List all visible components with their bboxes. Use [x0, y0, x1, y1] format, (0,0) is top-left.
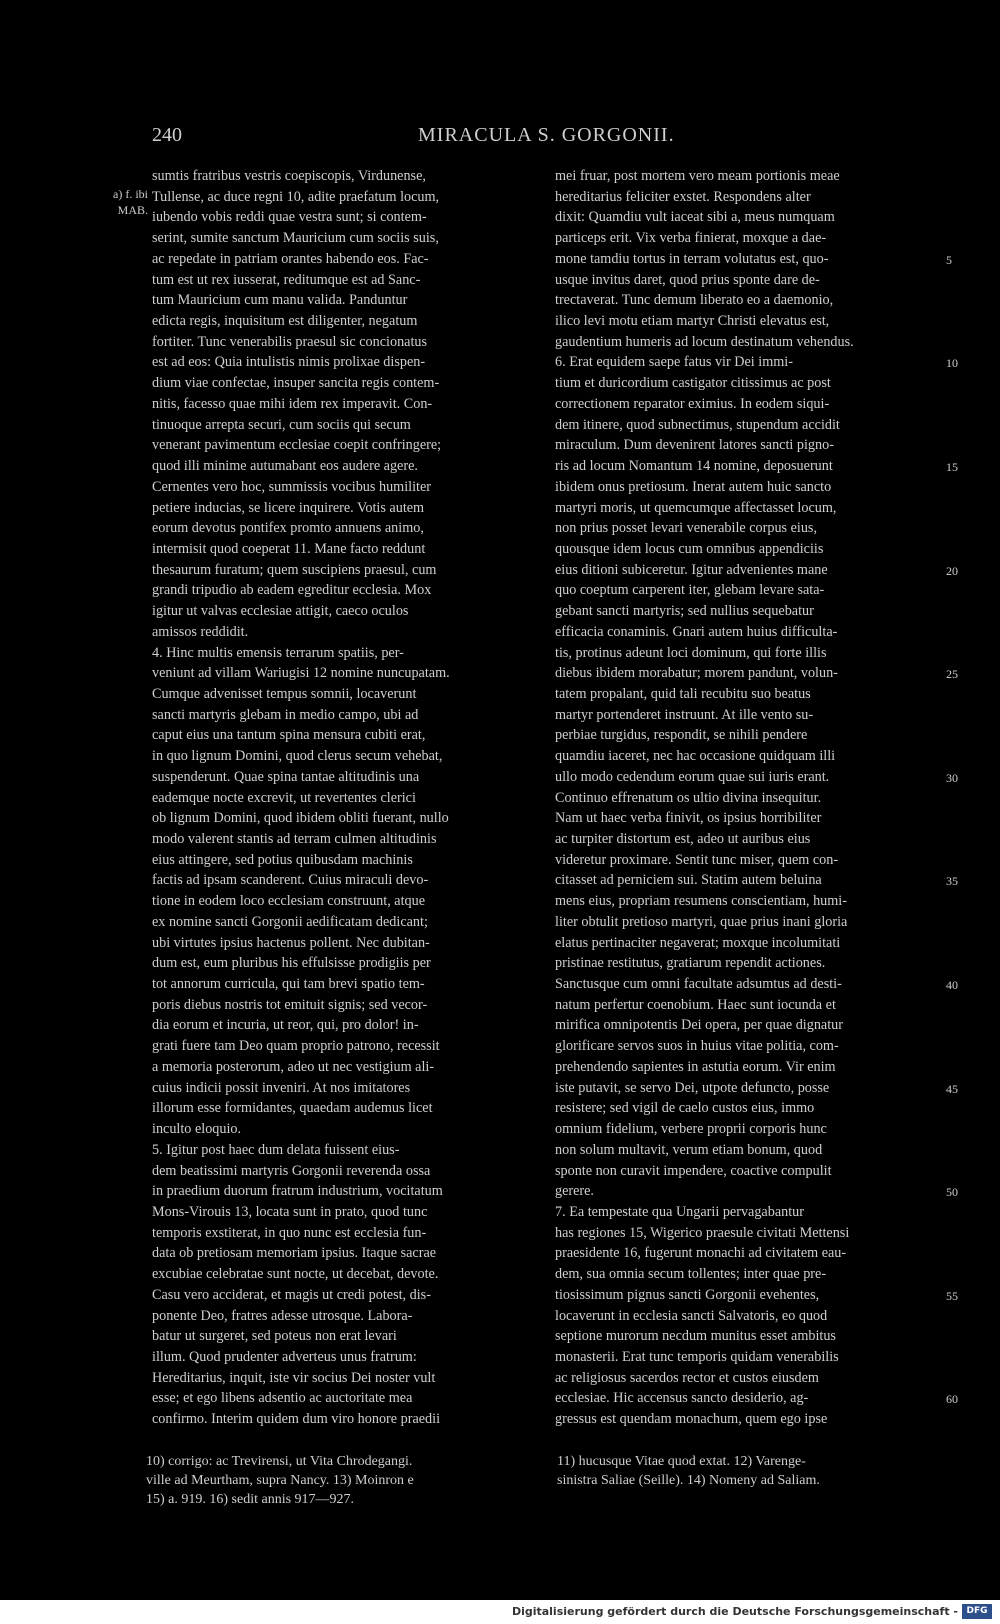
- footnote-line: sinistra Saliae (Seille). 14) Nomeny ad Saliam.: [557, 1473, 820, 1488]
- text-line: caput eius una tantum spina mensura cubiti erat,: [152, 727, 426, 744]
- text-line: thesaurum furatum; quem suscipiens praesul, cum: [152, 561, 437, 578]
- text-line: intermisit quod coeperat 11. Mane facto reddunt: [152, 540, 426, 557]
- text-line: quo coeptum carperent iter, glebam levare sata-: [555, 582, 825, 599]
- text-line: gaudentium humeris ad locum destinatum vehendus.: [555, 333, 854, 350]
- text-line: petiere inducias, se licere inquirere. Votis autem: [152, 499, 425, 516]
- text-line: iste putavit, se servo Dei, utpote defuncto, posse: [555, 1079, 830, 1096]
- text-line: sancti martyris glebam in medio campo, ubi ad: [152, 706, 419, 723]
- text-line: in praedium duorum fratrum industrium, vocitatum: [152, 1183, 443, 1200]
- text-line: ris ad locum Nomantum 14 nomine, deposuerunt: [555, 458, 833, 475]
- text-line: cuius indicii possit inveniri. At nos imitatores: [152, 1079, 411, 1096]
- text-line: citasset ad perniciem sui. Statim autem beluina: [555, 872, 822, 889]
- text-line: gerere.: [555, 1183, 594, 1200]
- funding-notice: Digitalisierung gefördert durch die Deutsche Forschungsgemeinschaft -: [511, 1605, 958, 1618]
- line-number: 25: [946, 667, 958, 682]
- text-line: tis, protinus adeunt loci dominum, qui forte illis: [555, 644, 827, 661]
- text-line: quod illi minime autumabant eos audere agere.: [152, 458, 418, 475]
- text-line: dem beatissimi martyris Gorgonii reverenda ossa: [152, 1162, 431, 1179]
- running-title: MIRACULA S. GORGONII.: [418, 124, 675, 146]
- line-number: 35: [946, 874, 958, 889]
- text-line: 7. Ea tempestate qua Ungarii pervagabantur: [555, 1203, 804, 1220]
- text-line: gressus est quendam monachum, quem ego ipse: [555, 1411, 828, 1428]
- text-line: factis ad ipsam scanderent. Cuius miraculi devo-: [152, 872, 429, 889]
- text-line: martyri moris, ut quemcumque affectasset locum,: [555, 499, 837, 516]
- text-line: quamdiu iaceret, nec hac occasione quidquam illi: [555, 748, 836, 765]
- text-line: mei fruar, post mortem vero meam portionis meae: [555, 168, 840, 184]
- text-line: diebus ibidem morabatur; morem pandunt, volun-: [555, 665, 838, 682]
- text-line: correctionem reparator eximius. In eodem siqui-: [555, 395, 830, 412]
- page-number: 240: [152, 124, 182, 146]
- text-line: non prius posset levari venerabile corpus eius,: [555, 520, 818, 537]
- text-line: eius attingere, sed potius quibusdam machinis: [152, 851, 413, 868]
- text-line: glorificare servos suos in huius vitae politia, com-: [555, 1038, 839, 1055]
- left-text-column: [152, 166, 536, 1430]
- footnotes-left: [146, 1452, 546, 1509]
- footnote-line: 11) hucusque Vitae quod extat. 12) Varenge-: [557, 1454, 806, 1469]
- text-line: sponte non curavit impendere, coactive compulit: [555, 1162, 832, 1179]
- text-line: ponente Deo, fratres adesse utrosque. Labora-: [152, 1307, 413, 1324]
- text-line: ex nomine sancti Gorgonii aedificatam dedicant;: [152, 913, 428, 930]
- margin-note: a) f. ibi MAB.: [113, 187, 148, 217]
- text-line: dixit: Quamdiu vult iaceat sibi a, meus numquam: [555, 209, 835, 226]
- text-line: tum est ut rex iusserat, reditumque est ad Sanc-: [152, 271, 421, 288]
- text-line: eorum devotus pontifex promto annuens animo,: [152, 520, 424, 537]
- text-line: 6. Erat equidem saepe fatus vir Dei immi-: [555, 354, 793, 371]
- text-line: data ob pretiosam memoriam ipsius. Itaque sacrae: [152, 1245, 437, 1262]
- text-line: suspenderunt. Quae spina tantae altitudinis una: [152, 768, 420, 785]
- text-line: temporis exstiterat, in quo nunc est ecclesia fun-: [152, 1224, 427, 1241]
- text-line: monasterii. Erat tunc temporis quidam venerabilis: [555, 1348, 839, 1365]
- text-line: ubi virtutes ipsius hactenus pollent. Nec dubitan-: [152, 934, 430, 951]
- text-line: Nam ut haec verba finivit, os ipsius horribiliter: [555, 810, 822, 827]
- text-line: quousque idem locus cum omnibus appendiciis: [555, 540, 824, 557]
- text-line: Mons-Virouis 13, locata sunt in prato, quod tunc: [152, 1203, 428, 1220]
- text-line: dem, sua omnia secum tollentes; inter quae pre-: [555, 1266, 827, 1283]
- text-line: dum est, eum pluribus his effulsisse prodigiis per: [152, 955, 431, 972]
- line-number: 50: [946, 1185, 958, 1200]
- text-line: serint, sumite sanctum Mauricium cum sociis suis,: [152, 230, 439, 247]
- text-line: illorum esse formidantes, quaedam audemus licet: [152, 1100, 433, 1117]
- text-line: poris diebus nostris tot emituit signis; sed vecor-: [152, 996, 428, 1013]
- text-line: ibidem onus pretiosum. Inerat autem huic sancto: [555, 478, 832, 495]
- text-line: igitur ut valvas ecclesiae attigit, caeco oculos: [152, 603, 409, 620]
- text-line: in quo lignum Domini, quod clerus secum vehebat,: [152, 748, 443, 765]
- text-line: excubiae celebratae sunt nocte, ut decebat, devote.: [152, 1266, 439, 1283]
- text-line: ob lignum Domini, quod ibidem obliti fuerant, nullo: [152, 810, 449, 827]
- text-line: ullo modo cedendum eorum quae sui iuris erant.: [555, 768, 830, 785]
- text-line: inculto eloquio.: [152, 1121, 242, 1138]
- text-line: confirmo. Interim quidem dum viro honore praedii: [152, 1411, 441, 1428]
- text-line: est ad eos: Quia intulistis nimis prolixae dispen-: [152, 354, 426, 371]
- text-line: trectaverat. Tunc demum liberato eo a daemonio,: [555, 292, 834, 309]
- text-line: efficacia conaminis. Gnari autem huius difficulta-: [555, 623, 838, 640]
- text-line: amissos reddidit.: [152, 623, 249, 640]
- line-number: 40: [946, 978, 958, 993]
- text-line: esse; et ego libens adsentio ac auctoritate mea: [152, 1390, 413, 1407]
- text-line: tatem propalant, quid tali recubitu suo beatus: [555, 685, 811, 702]
- text-line: sumtis fratribus vestris coepiscopis, Virdunense,: [152, 168, 426, 184]
- text-line: locaverunt in ecclesia sancti Salvatoris, eo quod: [555, 1307, 828, 1324]
- text-line: dem itinere, quod subnectimus, stupendum accidit: [555, 416, 840, 433]
- footnote-line: ville ad Meurtham, supra Nancy. 13) Moinron e: [146, 1473, 414, 1488]
- text-line: ecclesiae. Hic accensus sancto desiderio, ag-: [555, 1390, 809, 1407]
- text-line: illum. Quod prudenter adverteus unus fratrum:: [152, 1348, 417, 1365]
- text-line: nitis, facesso quae mihi idem rex imperavit. Con-: [152, 395, 433, 412]
- text-line: mens eius, propriam resumens conscientiam, humi-: [555, 893, 847, 910]
- text-line: dia eorum et incuria, ut reor, qui, pro dolor! in-: [152, 1017, 419, 1034]
- line-number: 30: [946, 770, 958, 785]
- line-number: 20: [946, 563, 958, 578]
- text-line: Cernentes vero hoc, summissis vocibus humiliter: [152, 478, 431, 495]
- footnotes-right: [557, 1452, 942, 1490]
- text-line: modo valerent stantis ad terram culmen altitudinis: [152, 831, 437, 847]
- text-line: tinuoque arrepta securi, cum sociis qui secum: [152, 416, 411, 433]
- text-line: mone tamdiu tortus in terram volutatus est, quo-: [555, 250, 829, 267]
- text-line: prehendendo sapientes in astutia eorum. Vir enim: [555, 1058, 836, 1075]
- text-line: grandi tripudio ab eadem egreditur ecclesia. Mox: [152, 582, 432, 599]
- text-line: eademque nocte excrevit, ut revertentes clerici: [152, 789, 416, 806]
- text-line: has regiones 15, Wigerico praesule civitati Mettensi: [555, 1224, 850, 1241]
- text-line: videretur proximare. Sentit tunc miser, quem con-: [555, 851, 839, 868]
- text-line: tiosissimum pignus sancti Gorgonii evehentes,: [555, 1286, 820, 1303]
- text-line: Cumque advenisset tempus somnii, locaverunt: [152, 685, 417, 702]
- text-line: omnium fidelium, verbere proprii corporis hunc: [555, 1121, 827, 1138]
- text-line: Casu vero acciderat, et magis ut credi potest, dis-: [152, 1286, 431, 1303]
- text-line: ilico levi motu etiam martyr Christi elevatus est,: [555, 313, 830, 330]
- text-line: perbiae turgidus, respondit, se nihili pendere: [555, 727, 808, 744]
- right-text-column: [555, 166, 940, 1430]
- text-line: pristinae restitutus, gratiarum rependit actiones.: [555, 955, 826, 972]
- text-line: natum perfertur coenobium. Haec sunt iocunda et: [555, 996, 836, 1013]
- text-line: venerant pavimentum ecclesiae coepit confringere;: [152, 437, 442, 454]
- text-line: 4. Hinc multis emensis terrarum spatiis, per-: [152, 644, 404, 661]
- line-number: 45: [946, 1081, 958, 1096]
- text-line: ac turpiter distortum est, adeo ut auribus eius: [555, 831, 811, 847]
- text-line: liter obtulit pretioso martyri, quae prius inani gloria: [555, 913, 848, 930]
- text-line: ac repedate in patriam orantes habendo eos. Fac-: [152, 250, 429, 267]
- text-line: praesidente 16, fugerunt monachi ad civitatem eau-: [555, 1245, 847, 1262]
- text-line: Continuo effrenatum os ultio divina insequitur.: [555, 789, 822, 806]
- line-number: 15: [946, 460, 958, 475]
- line-number: 60: [946, 1392, 958, 1407]
- text-line: veniunt ad villam Wariugisi 12 nomine nuncupatam.: [152, 665, 450, 682]
- text-line: Sanctusque cum omni facultate adsumtus ad desti-: [555, 976, 842, 993]
- text-line: tot annorum curricula, qui tam brevi spatio tem-: [152, 976, 425, 993]
- text-line: gebant sancti martyris; sed nullius sequebatur: [555, 603, 814, 620]
- text-line: edicta regis, inquisitum est diligenter, negatum: [152, 313, 418, 330]
- text-line: mirifica omnipotentis Dei opera, per quae dignatur: [555, 1017, 843, 1034]
- text-line: tione in eodem loco ecclesiam construunt, atque: [152, 893, 426, 910]
- dfg-logo[interactable]: DFG: [962, 1604, 992, 1619]
- text-line: tium et duricordium castigator citissimus ac post: [555, 375, 831, 392]
- text-line: Tullense, ac duce regni 10, adite praefatum locum,: [152, 188, 440, 205]
- text-line: hereditarius feliciter exstet. Respondens alter: [555, 188, 811, 205]
- footnote-line: 10) corrigo: ac Trevirensi, ut Vita Chrodegangi.: [146, 1454, 413, 1469]
- text-line: elatus pertinaciter negaverat; moxque incolumitati: [555, 934, 841, 951]
- text-line: usque invitus daret, quod prius sponte dare de-: [555, 271, 820, 288]
- text-line: eius ditioni subiceretur. Igitur advenientes mane: [555, 561, 828, 578]
- text-line: miraculum. Dum devenirent latores sancti pigno-: [555, 437, 834, 454]
- text-line: septione murorum necdum munitus esset ambitus: [555, 1328, 836, 1345]
- text-line: iubendo vobis reddi quae vestra sunt; si contem-: [152, 209, 427, 226]
- text-line: non solum multavit, verum etiam bonum, quod: [555, 1141, 823, 1158]
- text-line: resistere; sed vigil de caelo custos eius, immo: [555, 1100, 815, 1117]
- text-line: tum Mauricium cum manu valida. Panduntur: [152, 292, 408, 309]
- text-line: grati fuere tam Deo quam proprio patrono, recessit: [152, 1038, 440, 1055]
- text-line: martyr portenderet instruunt. At ille vento su-: [555, 706, 814, 723]
- text-line: a memoria posterorum, adeo ut nec vestigium ali-: [152, 1058, 435, 1075]
- text-line: batur ut surgeret, sed poteus non erat levari: [152, 1328, 397, 1345]
- text-line: ac religiosus sacerdos rector et custos eiusdem: [555, 1369, 819, 1386]
- text-line: fortiter. Tunc venerabilis praesul sic concionatus: [152, 333, 428, 350]
- footnote-line: 15) a. 919. 16) sedit annis 917—927.: [146, 1492, 355, 1507]
- text-line: 5. Igitur post haec dum delata fuissent eius-: [152, 1141, 400, 1158]
- text-line: particeps erit. Vix verba finierat, moxque a dae-: [555, 230, 827, 247]
- line-number: 10: [946, 356, 958, 371]
- text-line: Hereditarius, inquit, iste vir socius Dei noster vult: [152, 1369, 436, 1386]
- line-number: 55: [946, 1288, 958, 1303]
- text-line: dium viae confectae, insuper sancita regis contem-: [152, 375, 440, 392]
- line-number: 5: [946, 252, 952, 267]
